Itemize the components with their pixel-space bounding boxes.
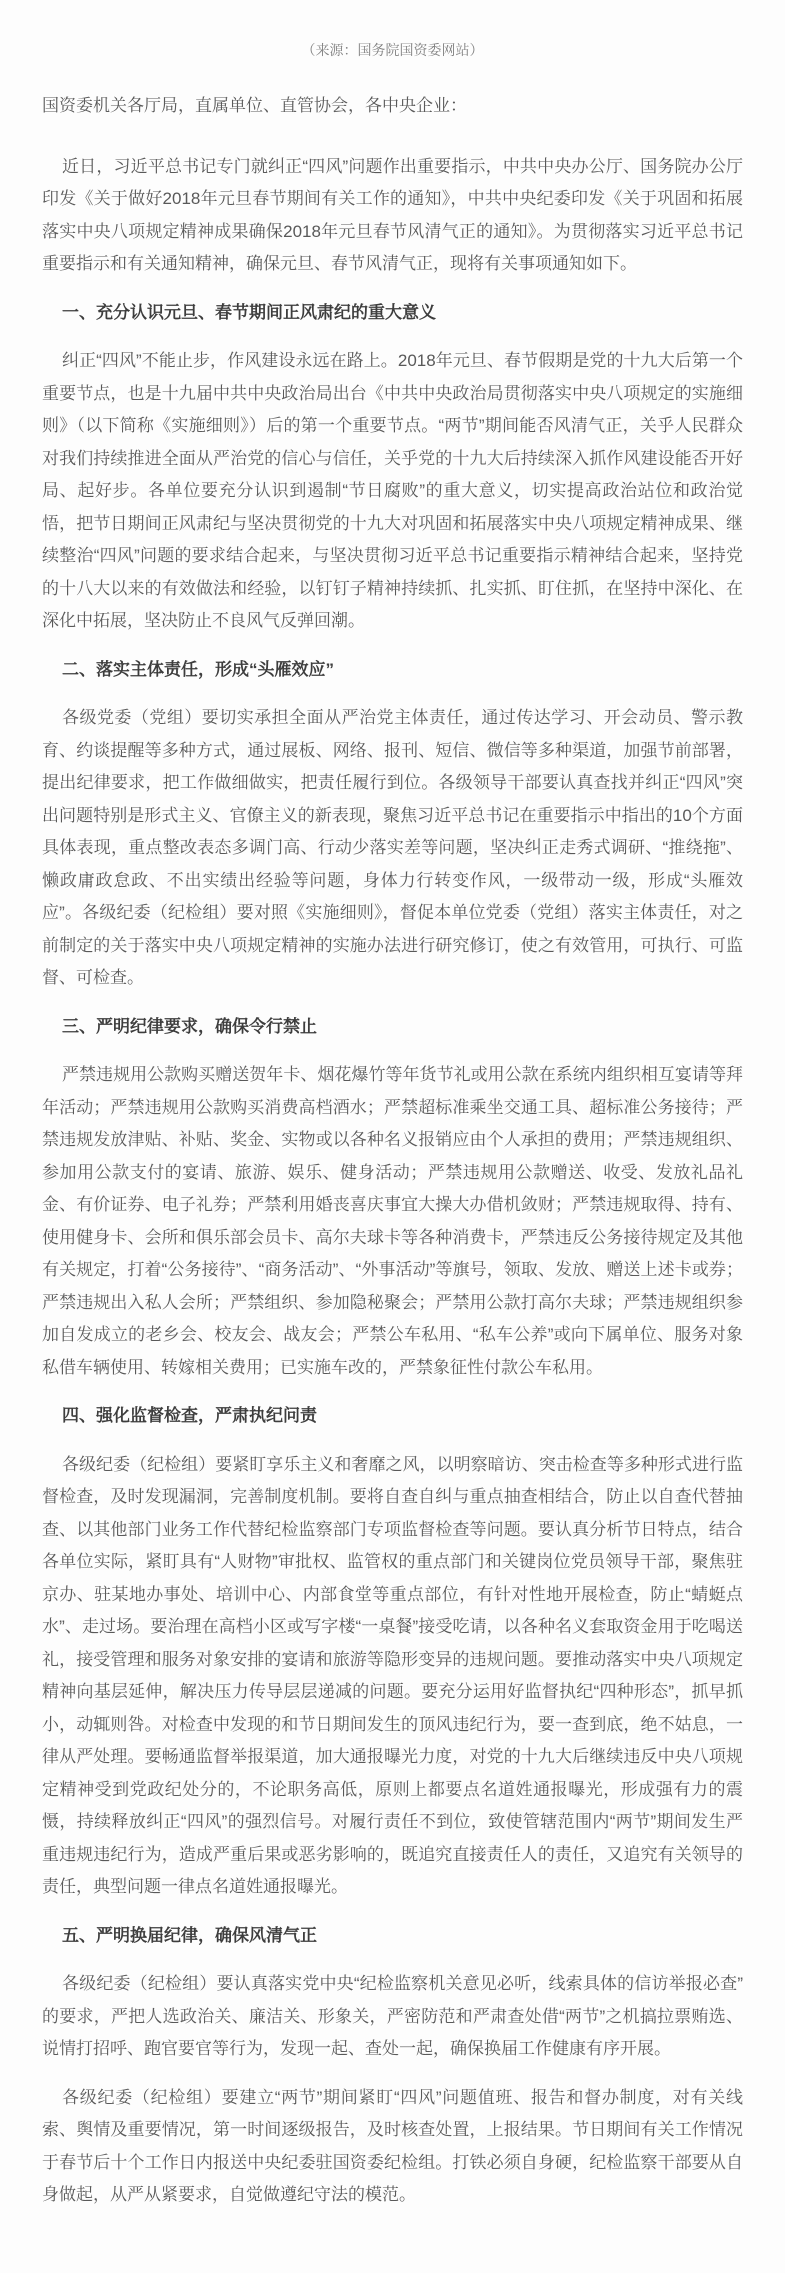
section-heading: 四、强化监督检查，严肃执纪问责 (62, 1406, 317, 1425)
section-4 (42, 1400, 743, 1904)
intro-paragraph: 近日，习近平总书记专门就纠正“四风”问题作出重要指示，中共中央办公厅、国务院办公厅印发《关于做好2018年元旦春节期间有关工作的通知》，中共中央纪委印发《关于巩固和拓展落实中央八项规定精神成果确保2018年元旦春节风清气正的通知》。为贯彻落实习近平总书记重要指示和有关通知精神，确保元旦、春节风清气正，现将有关事项通知如下。 (42, 156, 743, 273)
paragraph: 纠正“四风”不能止步，作风建设永远在路上。2018年元旦、春节假期是党的十九大后第一个重要节点，也是十九届中共中央政治局出台《中共中央政治局贯彻落实中央八项规定的实施细则》（以下简称《实施细则》）后的第一个重要节点。“两节”期间能否风清气正，关乎人民群众对我们持续推进全面从严治党的信心与信任，关乎党的十九大后持续深入抓作风建设能否开好局、起好步。各单位要充分认识到遏制“节日腐败”的重大意义，切实提高政治站位和政治觉悟，把节日期间正风肃纪与坚决贯彻党的十九大对巩固和拓展落实中央八项规定精神成果、继续整治“四风”问题的要求结合起来，与坚决贯彻习近平总书记重要指示精神结合起来，坚持党的十八大以来的有效做法和经验，以钉钉子精神持续抓、扎实抓、盯住抓，在坚持中深化、在深化中拓展，坚决防止不良风气反弹回潮。 (42, 351, 743, 630)
section-2 (42, 654, 743, 995)
section-heading: 三、严明纪律要求，确保令行禁止 (62, 1016, 317, 1036)
section-3 (42, 1011, 743, 1385)
paragraph: 各级纪委（纪检组）要建立“两节”期间紧盯“四风”问题值班、报告和督办制度，对有关线索、舆情及重要情况，第一时间逐级报告，及时核查处置，上报结果。节日期间有关工作情况于春节后十个工作日内报送中央纪委驻国资委纪检组。打铁必须自身硬，纪检监察干部要从自身做起，从严从紧要求，自觉做遵纪守法的模范。 (42, 2087, 743, 2204)
paragraph: 严禁违规用公款购买赠送贺年卡、烟花爆竹等年货节礼或用公款在系统内组织相互宴请等拜年活动；严禁违规用公款购买消费高档酒水；严禁超标准乘坐交通工具、超标准公务接待；严禁违规发放津贴、补贴、奖金、实物或以各种名义报销应由个人承担的费用；严禁违规组织、参加用公款支付的宴请、旅游、娱乐、健身活动；严禁违规用公款赠送、收受、发放礼品礼金、有价证券、电子礼券；严禁利用婚丧喜庆事宜大操大办借机敛财；严禁违规取得、持有、使用健身卡、会所和俱乐部会员卡、高尔夫球卡等各种消费卡，严禁违反公务接待规定及其他有关规定，打着“公务接待”、“商务活动”、“外事活动”等旗号，领取、发放、赠送上述卡或券；严禁违规出入私人会所；严禁组织、参加隐秘聚会；严禁用公款打高尔夫球；严禁违规组织参加自发成立的老乡会、校友会、战友会；严禁公车私用、“私车公养”或向下属单位、服务对象私借车辆使用、转嫁相关费用；已实施车改的，严禁象征性付款公车私用。 (42, 1065, 743, 1377)
section-heading: 五、严明换届纪律，确保风清气正 (62, 1925, 317, 1945)
sections-container (42, 297, 743, 2212)
section-heading: 二、落实主体责任，形成“头雁效应” (62, 659, 334, 679)
salutation: 国资委机关各厅局，直属单位、直管协会，各中央企业： (42, 96, 467, 115)
source-line: （来源：国务院国资委网站） (301, 42, 484, 58)
section-5 (42, 1920, 743, 2212)
paragraph: 各级纪委（纪检组）要认真落实党中央“纪检监察机关意见必听，线索具体的信访举报必查”的要求，严把人选政治关、廉洁关、形象关，严密防范和严肃查处借“两节”之机搞拉票贿选、说情打招呼、跑官要官等行为，发现一起、查处一起，确保换届工作健康有序开展。 (42, 1974, 743, 2058)
paragraph: 各级纪委（纪检组）要紧盯享乐主义和奢靡之风，以明察暗访、突击检查等多种形式进行监督检查，及时发现漏洞，完善制度机制。要将自查自纠与重点抽查相结合，防止以自查代替抽查、以其他部门业务工作代替纪检监察部门专项监督检查等问题。要认真分析节日特点，结合各单位实际，紧盯具有“人财物”审批权、监管权的重点部门和关键岗位党员领导干部，聚焦驻京办、驻某地办事处、培训中心、内部食堂等重点部位，有针对性地开展检查，防止“蜻蜓点水”、走过场。要治理在高档小区或写字楼“一桌餐”接受吃请，以各种名义套取资金用于吃喝送礼，接受管理和服务对象安排的宴请和旅游等隐形变异的违规问题。要推动落实中央八项规定精神向基层延伸，解决压力传导层层递减的问题。要充分运用好监督执纪“四种形态”，抓早抓小，动辄则咎。对检查中发现的和节日期间发生的顶风违纪行为，要一查到底，绝不姑息，一律从严处理。要畅通监督举报渠道，加大通报曝光力度，对党的十九大后继续违反中央八项规定精神受到党政纪处分的，不论职务高低，原则上都要点名道姓通报曝光，形成强有力的震慑，持续释放纠正“四风”的强烈信号。对履行责任不到位，致使管辖范围内“两节”期间发生严重违规违纪行为，造成严重后果或恶劣影响的，既追究直接责任人的责任，又追究有关领导的责任，典型问题一律点名道姓通报曝光。 (42, 1454, 743, 1896)
paragraph: 各级党委（党组）要切实承担全面从严治党主体责任，通过传达学习、开会动员、警示教育、约谈提醒等多种方式，通过展板、网络、报刊、短信、微信等多种渠道，加强节前部署，提出纪律要求，把工作做细做实，把责任履行到位。各级领导干部要认真查找并纠正“四风”突出问题特别是形式主义、官僚主义的新表现，聚焦习近平总书记在重要指示中指出的10个方面具体表现，重点整改表态多调门高、行动少落实差等问题，坚决纠正走秀式调研、“推绕拖”、懒政庸政怠政、不出实绩出经验等问题，身体力行转变作风，一级带动一级，形成“头雁效应”。各级纪委（纪检组）要对照《实施细则》，督促本单位党委（党组）落实主体责任，对之前制定的关于落实中央八项规定精神的实施办法进行研究修订，使之有效管用，可执行、可监督、可检查。 (42, 708, 743, 987)
section-heading: 一、充分认识元旦、春节期间正风肃纪的重大意义 (62, 302, 436, 322)
section-1 (42, 297, 743, 638)
